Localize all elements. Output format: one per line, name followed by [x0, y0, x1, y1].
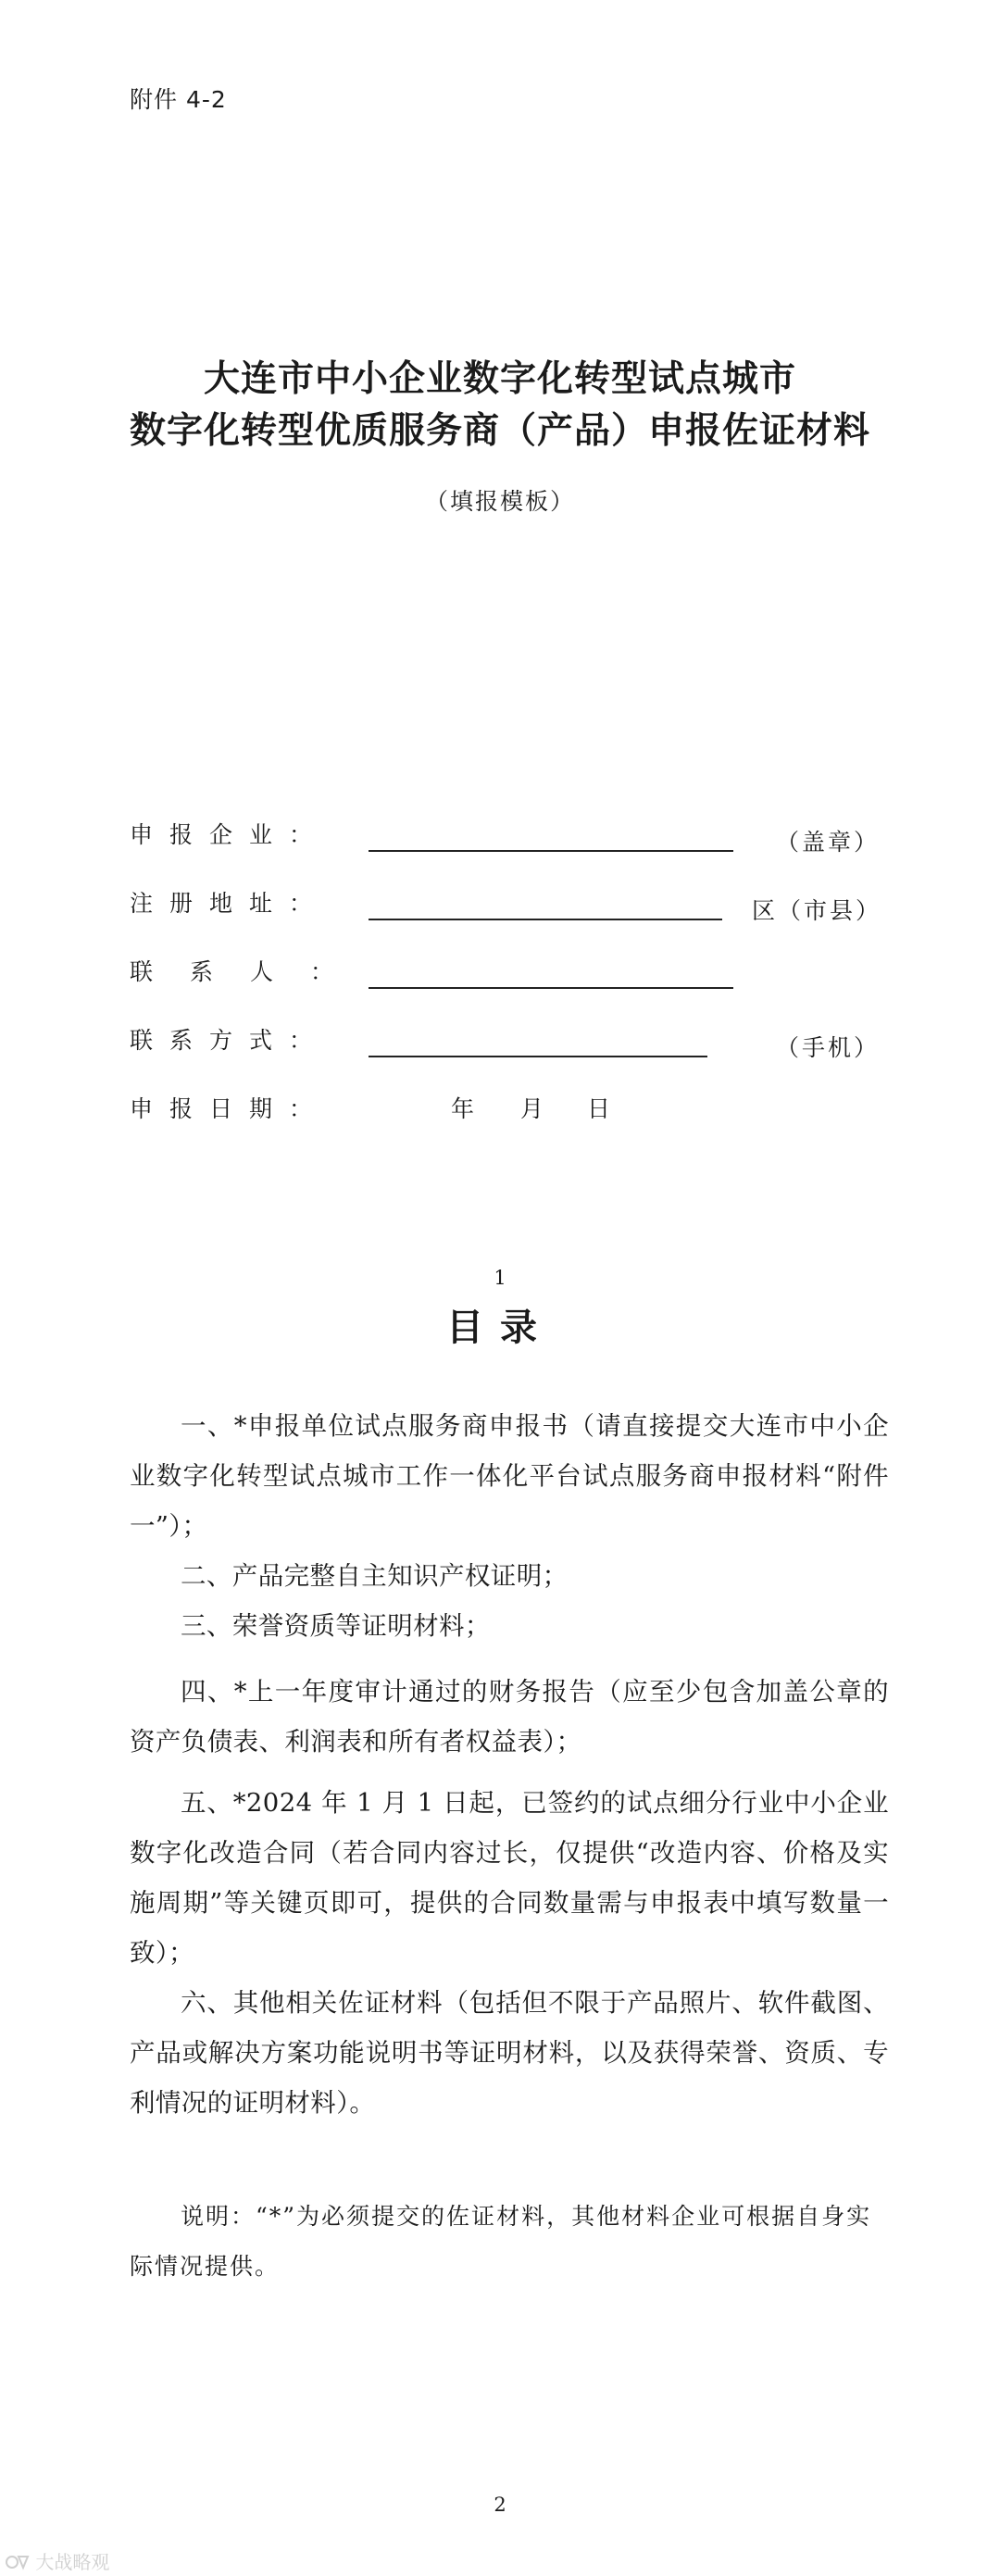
address-field-line: [369, 919, 722, 920]
date-year: 年: [451, 1095, 478, 1122]
toc-item-6-line-3: 专利情况的证明材料）。: [130, 2038, 889, 2118]
toc-title: 目录: [446, 1306, 554, 1349]
page-number-1: 1: [494, 1267, 506, 1289]
explanation-note: [130, 2192, 889, 2292]
toc-item-4-line-1: 四、*上一年度审计通过的财务报告（应至少包含加盖公章: [181, 1677, 864, 1707]
document-subtitle: （填报模板）: [424, 488, 575, 515]
document-title-line-2: 数字化转型优质服务商（产品）申报佐证材料: [129, 409, 870, 452]
toc-item-5-line-4: 量一致）；: [130, 1888, 889, 1968]
explanation-line-1: 说明：“*”为必须提交的佐证材料，其他材料企业可根据自身: [181, 2203, 847, 2230]
toc-item-1: [130, 1401, 889, 1551]
contact-label: 联系人：: [130, 958, 371, 985]
toc-item-1-line-2: 企业数字化转型试点城市工作一体化平台试点服务商申报材料: [130, 1411, 889, 1491]
toc-item-4-line-2: 的资产负债表、利润表和所有者权益表）；: [130, 1677, 889, 1757]
toc-item-5: [130, 1778, 889, 1978]
watermark: [6, 2547, 109, 2574]
attachment-number: 附件 4-2: [130, 86, 227, 113]
watermark-text: 大战略观: [35, 2551, 110, 2573]
toc-item-5-line-1: 五、*2024 年 1 月 1 日起，已签约的试点细分行业中小企业: [181, 1788, 889, 1818]
phone-label: 联系方式：: [130, 1027, 330, 1054]
date-day: 日: [587, 1095, 614, 1122]
toc-item-2-line-1: 二、产品完整自主知识产权证明；: [181, 1561, 569, 1591]
toc-item-2: [130, 1551, 889, 1601]
toc-item-1-line-3: “附件一”）；: [130, 1461, 889, 1541]
toc-item-6: [130, 1978, 889, 2128]
contact-field-line: [369, 987, 733, 989]
toc-item-6-line-1: 六、其他相关佐证材料（包括但不限于产品照片、软件截图、: [181, 1988, 889, 2018]
phone-field-line: [369, 1056, 707, 1057]
company-label: 申报企业：: [130, 821, 330, 848]
toc-item-3: [130, 1601, 889, 1651]
company-seal-note: （盖章）: [776, 829, 881, 856]
toc-item-5-line-3: 实施周期”等关键页即可，提供的合同数量需与申报表中填写数: [130, 1838, 889, 1918]
phone-mobile-note: （手机）: [776, 1034, 881, 1061]
page-number-2: 2: [494, 2494, 506, 2516]
address-district-note: 区（市县）: [752, 897, 882, 924]
date-month: 月: [520, 1095, 547, 1122]
explanation-line-2: 实际情况提供。: [130, 2203, 872, 2280]
toc-item-1-line-1: 一、*申报单位试点服务商申报书（请直接提交大连市中小: [181, 1411, 864, 1441]
toc-item-5-line-2: 数字化改造合同（若合同内容过长，仅提供“改造内容、价格及: [130, 1838, 864, 1868]
document-title-line-1: 大连市中小企业数字化转型试点城市: [203, 357, 796, 400]
date-label: 申报日期：: [130, 1095, 330, 1122]
address-label: 注册地址：: [130, 890, 330, 917]
toc-item-3-line-1: 三、荣誉资质等证明材料；: [181, 1611, 491, 1641]
toc-item-6-line-2: 产品或解决方案功能说明书等证明材料，以及获得荣誉、资质、: [130, 2038, 864, 2068]
watermark-logo-icon: [6, 2553, 30, 2571]
company-field-line: [369, 850, 733, 852]
toc-item-4: [130, 1667, 889, 1767]
